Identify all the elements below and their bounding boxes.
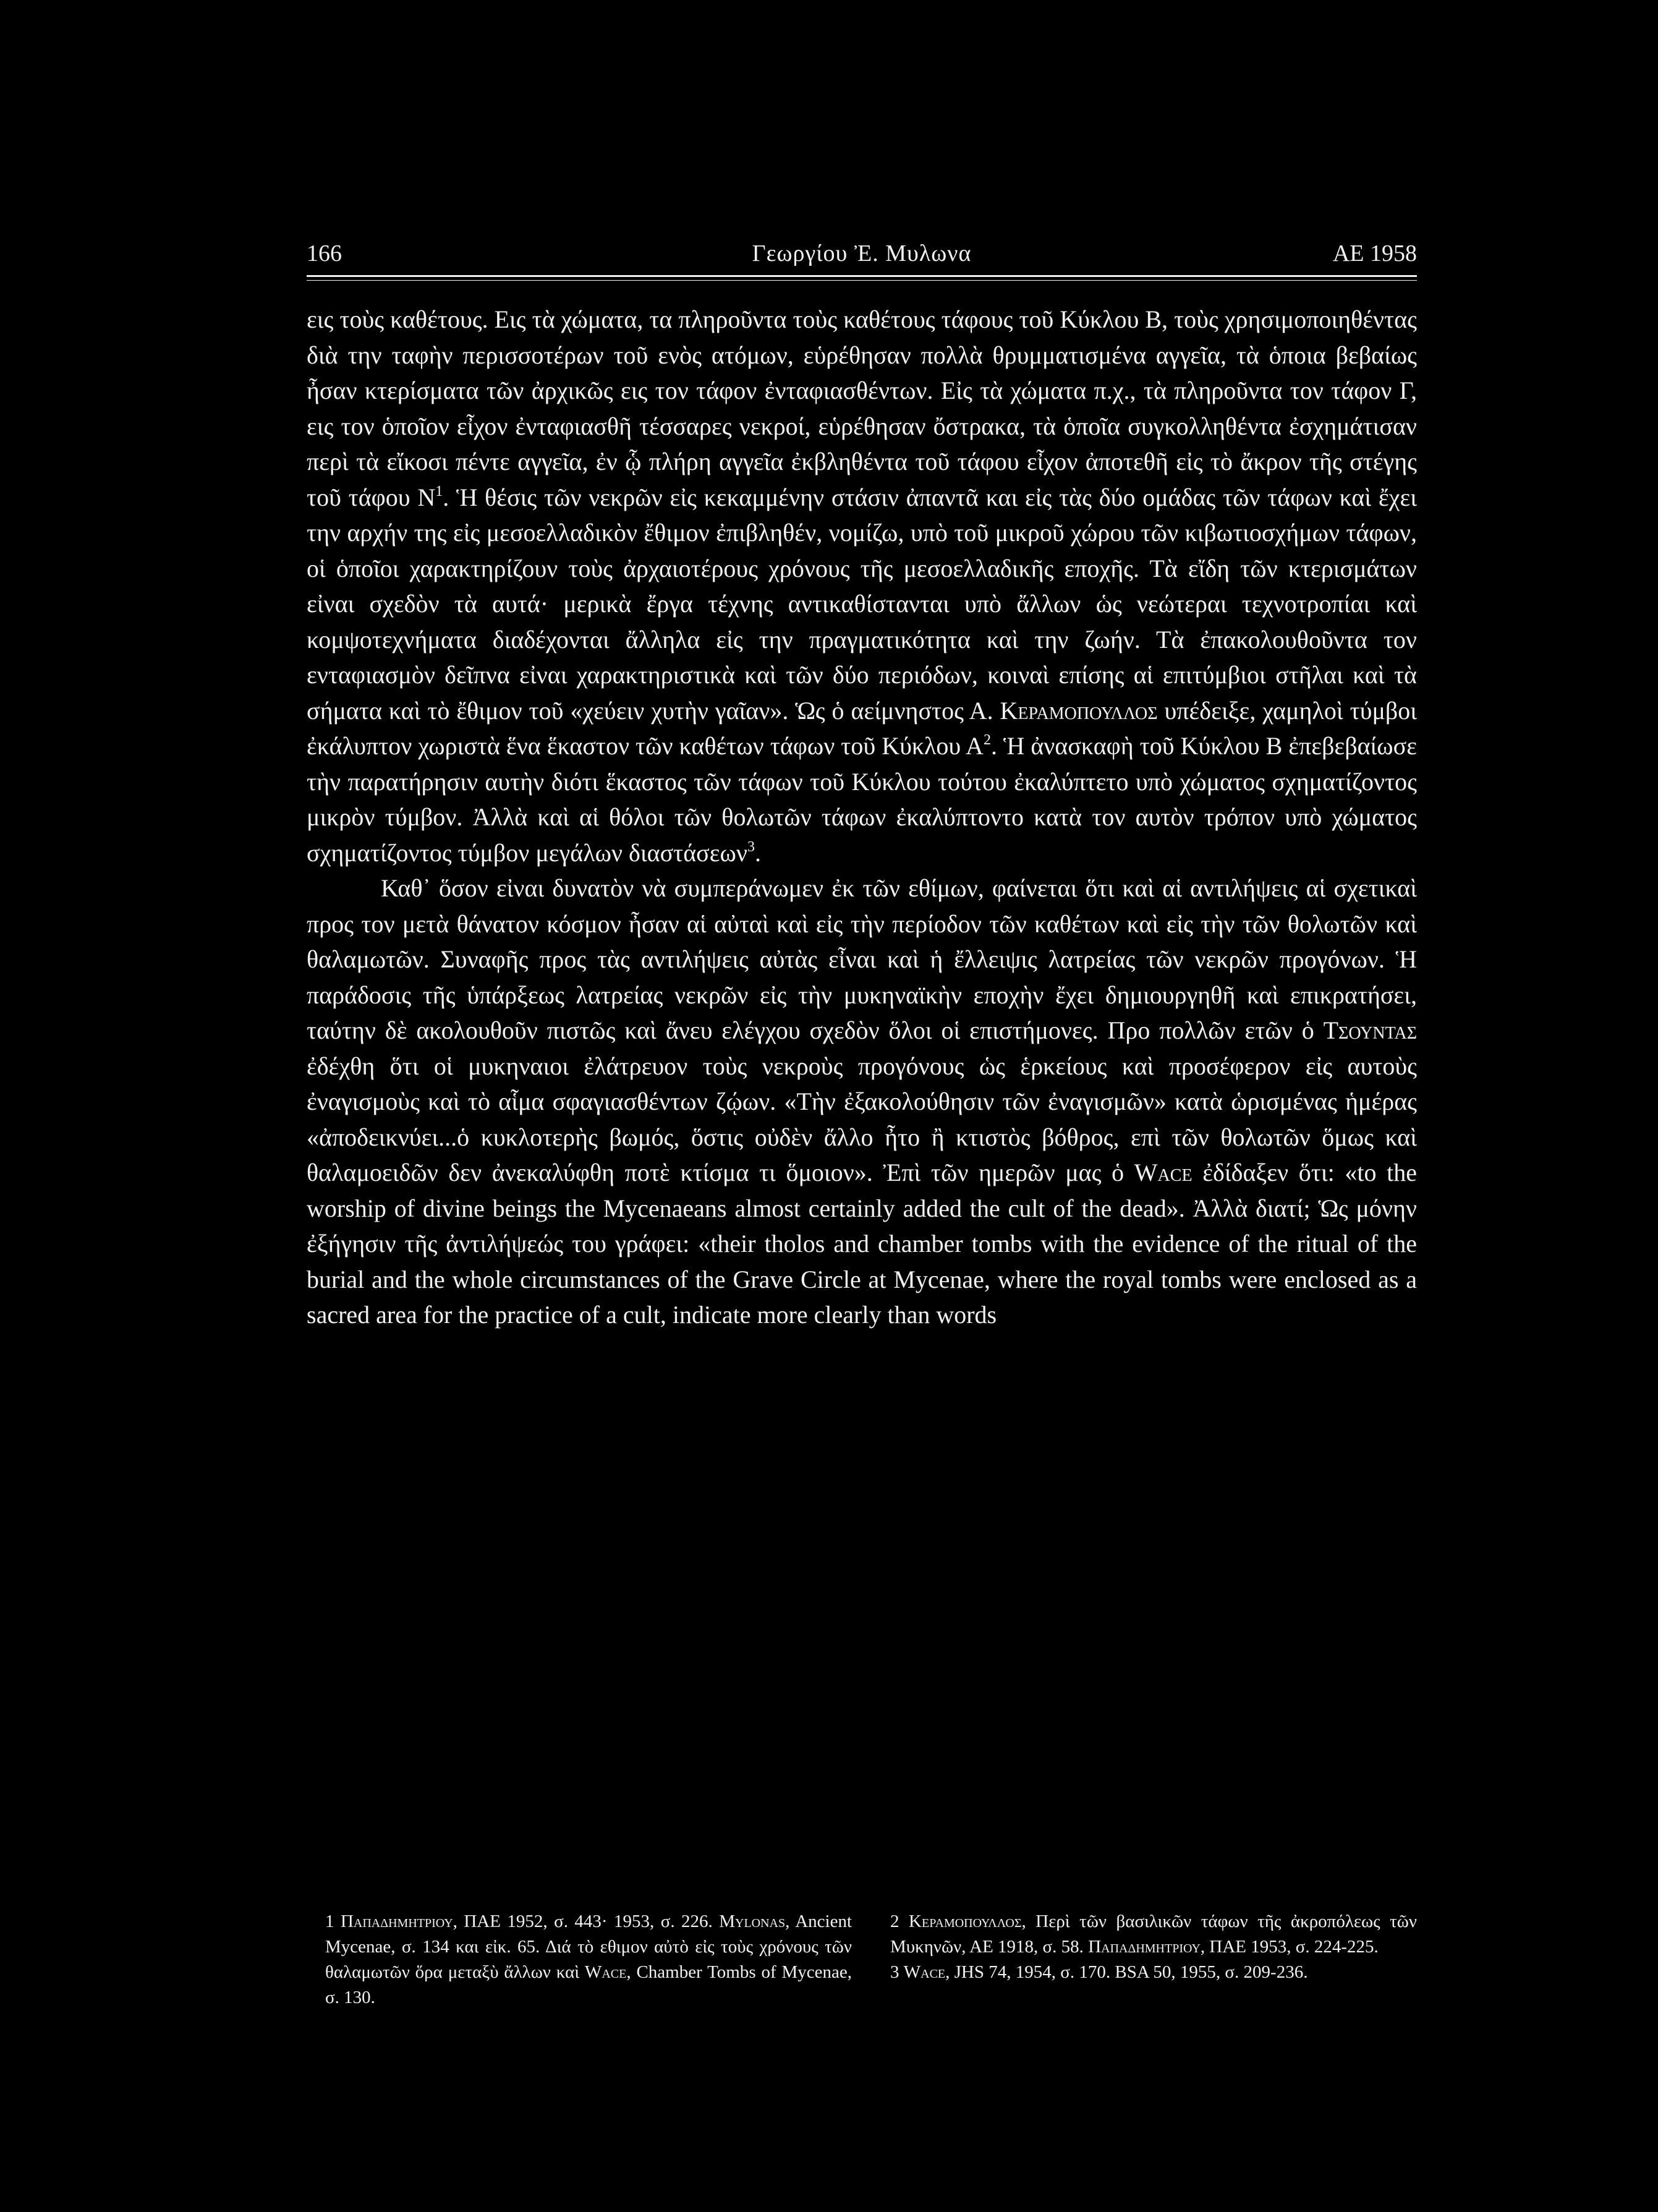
footnote-2 [890,1909,1417,1960]
text-run: , ΠΑΕ 1952, σ. 443· 1953, σ. 226. [453,1912,713,1931]
paragraph-1 [307,302,1417,870]
footnotes-column-left [325,1909,852,2010]
text-run: Καθ᾽ ὅσον εἰναι δυνατὸν νὰ συμπεράνωμεν ἐκ τῶν εθίμων, φαίνεται ὅτι καὶ αἱ αντιλήψεις αἱ σχετικαὶ προς τον μετὰ θάνατον κόσμον ἦσαν αἱ αὐταὶ καὶ εἰς τὴν περίοδον τῶν καθέτων καὶ εἰς τὴν τῶν θολωτῶν καὶ θαλαμωτῶν. Συναφῆς προς τὰς αντιλήψεις αὐτὰς εἶναι καὶ ἡ ἔλλειψις λατρείας τῶν νεκρῶν προγόνων. Ἡ παράδοσις τῆς ὑπάρξεως λατρείας νεκρῶν εἰς τὴν μυκηναϊκὴν εποχὴν ἔχει δημιουργηθῆ καὶ επικρατήσει, ταύτην δὲ ακολουθοῦν πιστῶς καὶ ἄνευ ελέγχου σχεδὸν ὅλοι οἱ επιστήμονες. Προ πολλῶν ετῶν ὁ [307,874,1417,1044]
author-name: Παπαδημητριου [340,1912,453,1931]
footnote-number: 1 [325,1912,334,1931]
text-run: , Περὶ τῶν βασιλικῶν τάφων τῆς ἀκροπόλεως τῶν Μυκηνῶν, ΑΕ 1918, σ. 58. [890,1912,1418,1957]
author-name: Wace [1134,1159,1192,1186]
footnote-ref-2: 2 [983,732,991,748]
author-name: Κεραμοπουλλος [909,1912,1022,1931]
text-run: , JHS 74, 1954, σ. 170. BSA 50, 1955, σ. 209-236. [945,1962,1308,1982]
running-head-journal: ΑΕ 1958 [1332,240,1417,266]
footnote-1 [325,1909,852,2010]
author-name: Κεραμοπουλλος [1000,696,1158,725]
running-header [307,240,1417,277]
author-name: Mylonas [719,1912,786,1931]
text-run: ἐδίδαξεν ὅτι: «to the worship of divine beings the Mycenaeans almost certainly added the cult of the dead». Ἀλλὰ διατί; Ὡς μόνην ἐξήγησιν τῆς ἀντιλήψεώς του γράφει: «their tholos and chamber tombs with the evidence of the ritual of the burial and the whole circumstances of the Grave Circle at Mycenae, where the royal tombs were enclosed as a sacred area for the practice of a cult, indicate more clearly than words [307,1159,1418,1329]
main-text [307,302,1417,1333]
text-run: υπέδειξε, χαμηλοὶ τύμβοι ἐκάλυπτον χωριστὰ ἕνα ἕκαστον τῶν καθέτων τάφων τοῦ Κύκλου Α [307,696,1418,760]
text-run: , ΠΑΕ 1953, σ. 224-225. [1200,1937,1379,1957]
author-name: Παπαδημητριου [1088,1937,1201,1957]
text-run: , Chamber Tombs of Mycenae, σ. 130. [325,1962,852,2007]
text-run: . [754,838,761,867]
text-run: . Ἡ ἀνασκαφὴ τοῦ Κύκλου Β ἐπεβεβαίωσε τὴν παρατήρησιν αυτὴν διότι ἕκαστος τῶν τάφων τοῦ Κύκλου τούτου ἐκαλύπτετο υπὸ χώματος σχηματίζοντος μικρὸν τύμβον. Ἀλλὰ καὶ αἱ θόλοι τῶν θολωτῶν τάφων ἐκαλύπτοντο κατὰ τον αυτὸν τρόπον υπὸ χώματος σχηματίζοντος τύμβον μεγάλων διαστάσεων [307,732,1417,867]
footnote-ref-3: 3 [747,838,755,855]
paragraph-2 [307,870,1417,1333]
text-run: εις τοὺς καθέτους. Εις τὰ χώματα, τα πληροῦντα τοὺς καθέτους τάφους τοῦ Κύκλου Β, τοὺς χρησιμοποιηθέντας διὰ την ταφὴν περισσοτέρων τοῦ ενὸς ατόμων, εὑρέθησαν πολλὰ θρυμματισμένα αγγεῖα, τὰ ὁποια βεβαίως ἦσαν κτερίσματα τῶν ἀρχικῶς εις τον τάφον ἐνταφιασθέντων. Εἰς τὰ χώματα π.χ., τὰ πληροῦντα τον τάφον Γ, εις τον ὁποῖον εἶχον ἐνταφιασθῆ τέσσαρες νεκροί, εὑρέθησαν ὄστρακα, τὰ ὁποῖα συγκολληθέντα ἐσχημάτισαν περὶ τὰ εἴκοσι πέντε αγγεῖα, ἐν ᾧ πλήρη αγγεῖα ἐκβληθέντα τοῦ τάφου εἶχον ἀποτεθῆ εἰς τὸ ἄκρον τῆς στέγης τοῦ τάφου Ν [307,305,1417,511]
footnote-3 [890,1960,1417,1985]
author-name: Wace [584,1962,627,1982]
author-name: Τσουντας [1323,1016,1417,1044]
footnote-number: 3 [890,1962,899,1982]
page-number: 166 [307,240,342,266]
text-run: ἐδέχθη ὅτι οἱ μυκηναιοι ἐλάτρευον τοὺς νεκροὺς προγόνους ὡς ἑρκείους καὶ προσέφερον εἰς αυτοὺς ἐναγισμοὺς καὶ τὸ αἷμα σφαγιασθέντων ζῴων. «Τὴν ἐξακολούθησιν τῶν ἐναγισμῶν» κατὰ ὡρισμένας ἡμέρας «ἀποδεικνύει...ὁ κυκλοτερὴς βωμός, ὅστις οὐδὲν ἄλλο ἦτο ἢ κτιστὸς βόθρος, επὶ τῶν θολωτῶν ὅμως καὶ θαλαμοειδῶν δεν ἀνεκαλύφθη ποτὲ κτίσμα τι ὅμοιον». Ἐπὶ τῶν ημερῶν μας ὁ [307,1052,1417,1186]
footnote-number: 2 [890,1912,899,1931]
footnotes-column-right [890,1909,1417,1985]
footnote-ref-1: 1 [435,483,443,500]
running-head-author: Γεωργίου Ἐ. Μυλωνα [752,240,972,266]
author-name: Wace [903,1962,946,1982]
text-run: , Ancient Mycenae, σ. 134 και εἰκ. 65. Διά τὸ εθιμον αὐτὸ εἰς τοὺς χρόνους τῶν θαλαμωτῶν ὅρα μεταξὺ ἄλλων καὶ [325,1912,852,1982]
text-run: . Ἡ θέσις τῶν νεκρῶν εἰς κεκαμμένην στάσιν ἀπαντᾶ και εἰς τὰς δύο ομάδας τῶν τάφων καὶ ἔχει την αρχήν της εἰς μεσοελλαδικὸν ἔθιμον ἐπιβληθέν, νομίζω, υπὸ τοῦ μικροῦ χώρου τῶν κιβωτιοσχήμων τάφων, οἱ ὁποῖοι χαρακτηρίζουν τοὺς ἀρχαιοτέρους χρόνους τῆς μεσοελλαδικῆς εποχῆς. Τὰ εἴδη τῶν κτερισμάτων εἰναι σχεδὸν τὰ αυτά· μερικὰ ἔργα τέχνης αντικαθίστανται υπὸ ἄλλων ὡς νεώτεραι τεχνοτροπίαι καὶ κομψοτεχνήματα διαδέχονται ἄλληλα εἰς την πραγματικότητα καὶ την ζωήν. Τὰ ἐπακολουθοῦντα τον ενταφιασμὸν δεῖπνα εἰναι χαρακτηριστικὰ καὶ τῶν δύο περιόδων, κοιναὶ επίσης αἱ επιτύμβιοι στῆλαι καὶ τὰ σήματα καὶ τὸ ἔθιμον τοῦ «χεύειν χυτὴν γαῖαν». Ὡς ὁ αείμνηστος Α. [307,483,1417,725]
header-rule-thick [307,275,1417,277]
header-rule-thin [307,280,1417,281]
